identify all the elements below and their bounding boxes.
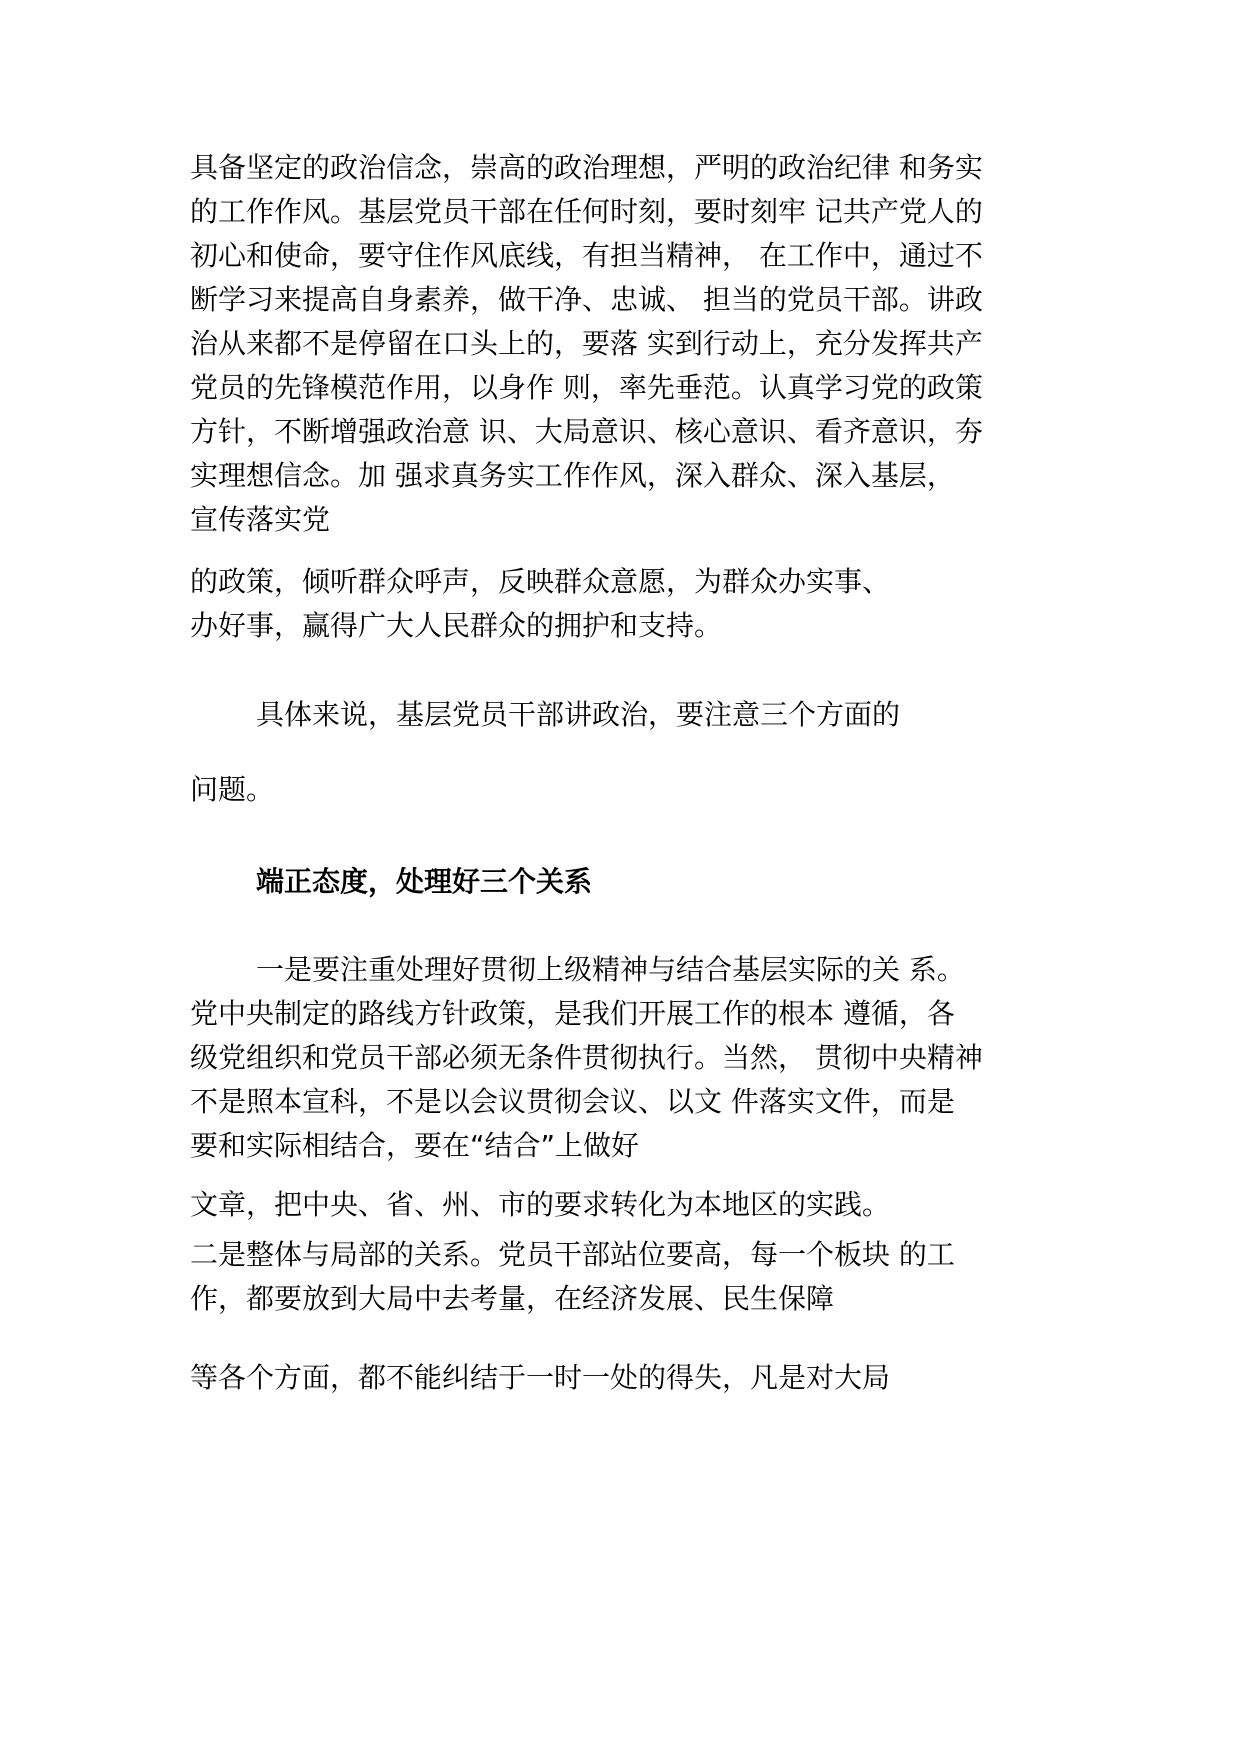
text-line: 作，都要放到大局中去考量，在经济发展、民生保障 [190,1282,835,1315]
text-line: 党中央制定的路线方针政策，是我们开展工作的根本 遵循，各 [190,997,955,1030]
text-line: 具体来说，基层党员干部讲政治，要注意三个方面的 [256,698,901,731]
text-line: 断学习来提高自身素养，做干净、忠诚、 担当的党员干部。讲政 [190,283,983,316]
text-line: 不是照本宣科，不是以会议贯彻会议、以文 件落实文件，而是 [190,1085,955,1118]
text-line: 办好事，赢得广大人民群众的拥护和支持。 [190,609,723,642]
text-line: 党员的先锋模范作用，以身作 则，率先垂范。认真学习党的政策 [190,371,983,404]
section-heading: 端正态度，处理好三个关系 [256,865,593,898]
text-line: 文章，把中央、省、州、市的要求转化为本地区的实践。 [190,1188,891,1221]
text-line: 具备坚定的政治信念，崇高的政治理想，严明的政治纪律 和务实 [190,151,983,184]
text-line: 问题。 [190,773,275,806]
text-line: 级党组织和党员干部必须无条件贯彻执行。当然， 贯彻中央精神 [190,1041,983,1074]
text-line: 初心和使命，要守住作风底线，有担当精神， 在工作中，通过不 [190,239,983,272]
text-line: 一是要注重处理好贯彻上级精神与结合基层实际的关 系。 [256,953,965,986]
text-line: 的工作作风。基层党员干部在任何时刻，要时刻牢 记共产党人的 [190,195,983,228]
text-line: 要和实际相结合，要在“结合”上做好 [190,1129,640,1162]
text-line: 的政策，倾听群众呼声，反映群众意愿，为群众办实事、 [190,565,891,598]
text-line: 宣传落实党 [190,503,331,536]
text-line: 二是整体与局部的关系。党员干部站位要高，每一个板块 的工 [190,1238,955,1271]
text-line: 治从来都不是停留在口头上的，要落 实到行动上，充分发挥共产 [190,327,983,360]
text-line: 方针，不断增强政治意 识、大局意识、核心意识、看齐意识，夯 [190,415,983,448]
text-line: 等各个方面，都不能纠结于一时一处的得失，凡是对大局 [190,1361,891,1394]
text-line: 实理想信念。加 强求真务实工作作风，深入群众、深入基层， [190,459,955,492]
